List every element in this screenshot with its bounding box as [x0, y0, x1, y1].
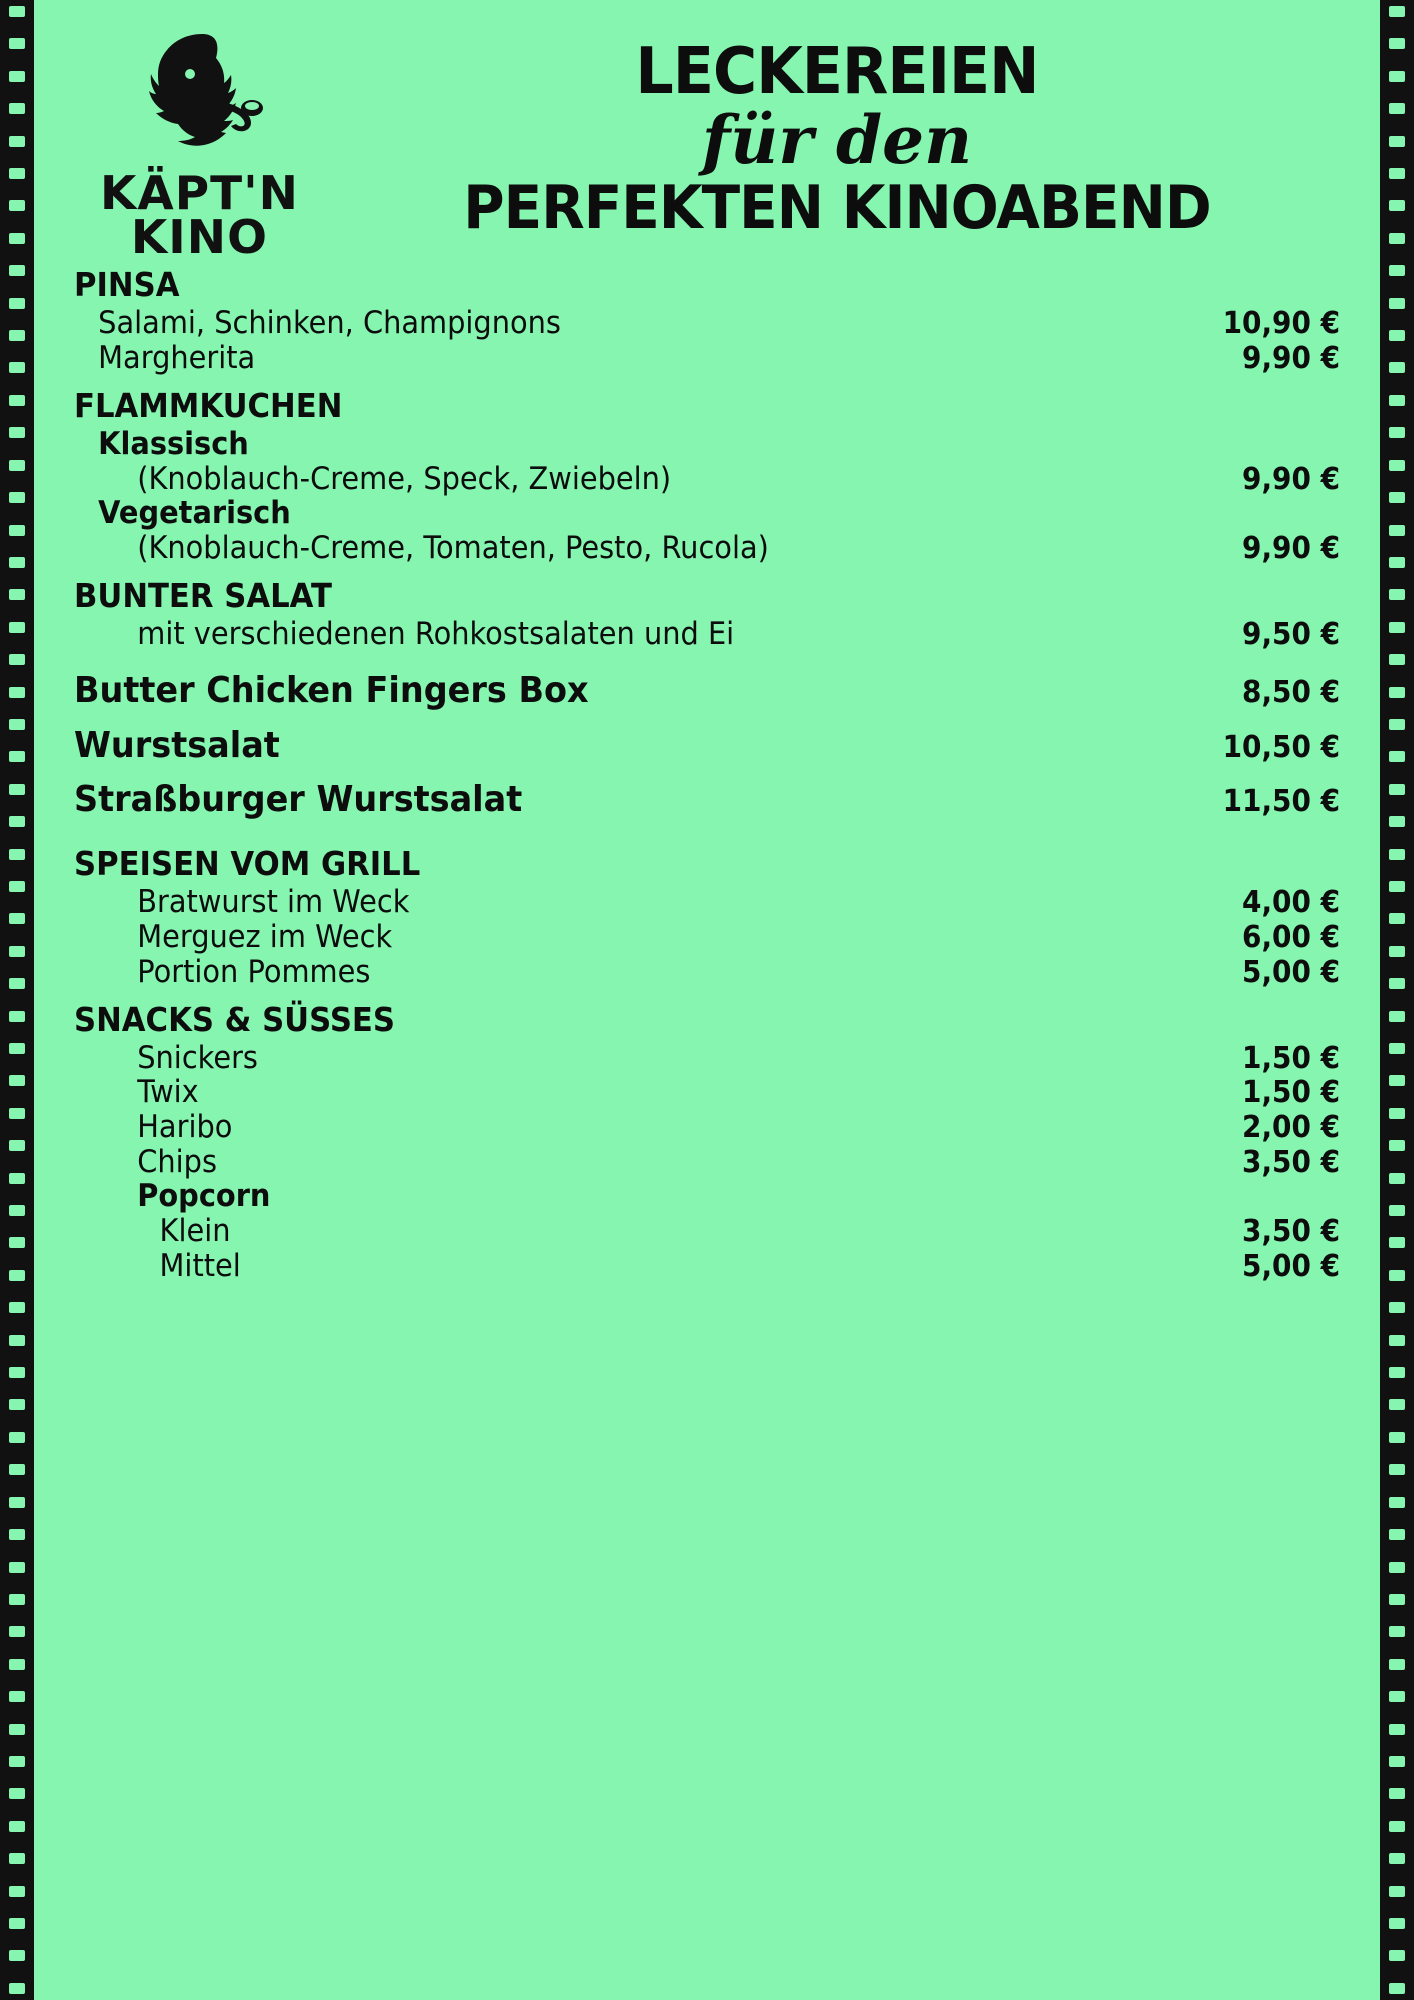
film-perforation [9, 1724, 25, 1735]
film-perforation [9, 687, 25, 698]
poster-content [34, 0, 1380, 2000]
page-title [334, 22, 1340, 243]
film-perforation [1389, 1918, 1405, 1929]
menu-item-price: 3,50 € [1242, 1214, 1340, 1250]
menu-item-row [74, 955, 1340, 990]
brand-name-line1: KÄPT'N [99, 166, 299, 220]
film-perforation [1389, 1853, 1405, 1864]
menu-item-row [74, 1075, 1340, 1110]
brand-name-line2: KINO [130, 209, 268, 264]
film-perforation [9, 1659, 25, 1670]
film-perforation [1389, 136, 1405, 147]
film-perforation [1389, 1140, 1405, 1151]
menu-item-row [74, 306, 1340, 341]
film-perforation [9, 1108, 25, 1119]
film-perforation [1389, 427, 1405, 438]
film-perforation [1389, 233, 1405, 244]
film-perforation [9, 1302, 25, 1313]
menu-item-price: 5,00 € [1242, 954, 1340, 990]
film-perforation [1389, 265, 1405, 276]
menu-item-row [74, 671, 1340, 711]
filmstrip-left [0, 0, 34, 2000]
menu-item-name-stra-burger-wurstsalat: Straßburger Wurstsalat [74, 779, 523, 821]
film-perforation [1389, 38, 1405, 49]
film-perforation [1389, 719, 1405, 730]
film-perforation [9, 1367, 25, 1378]
film-perforation [9, 1011, 25, 1022]
film-perforation [1389, 1756, 1405, 1767]
menu-item-name-chips: Chips [137, 1143, 217, 1180]
film-perforation [1389, 557, 1405, 568]
menu-item-name-merguez-im-weck: Merguez im Weck [137, 919, 393, 956]
film-perforation [1389, 1594, 1405, 1605]
film-perforation [9, 978, 25, 989]
menu-item-row [74, 726, 1340, 766]
film-perforation [1389, 881, 1405, 892]
menu-section-snacks-s-sses [74, 1000, 1340, 1284]
film-perforation [9, 1205, 25, 1216]
menu-section-bunter-salat [74, 576, 1340, 652]
film-perforation [9, 233, 25, 244]
menu-item-row [74, 531, 1340, 566]
film-perforation [1389, 1205, 1405, 1216]
film-perforation [1389, 1788, 1405, 1799]
film-perforation [9, 136, 25, 147]
menu-item-price: 9,90 € [1242, 461, 1340, 497]
menu-item-name-bratwurst-im-weck: Bratwurst im Weck [137, 884, 410, 921]
menu-item-name-mit-verschiedenen-rohkostsalaten-und-ei: mit verschiedenen Rohkostsalaten und Ei [137, 615, 735, 652]
film-perforation [9, 200, 25, 211]
menu-item-price: 11,50 € [1222, 784, 1340, 820]
film-perforation [9, 881, 25, 892]
film-perforation [1389, 1335, 1405, 1346]
film-perforation [9, 1173, 25, 1184]
menu-item-price: 1,50 € [1242, 1075, 1340, 1111]
menu-item-row [74, 462, 1340, 497]
menu-item-name-salami-schinken-champignons: Salami, Schinken, Champignons [98, 305, 561, 342]
film-perforation [9, 751, 25, 762]
menu-item-name-margherita: Margherita [98, 340, 256, 377]
menu-item-price: 8,50 € [1242, 675, 1340, 711]
menu-item-row [74, 1110, 1340, 1145]
menu-item-price: 3,50 € [1242, 1144, 1340, 1180]
menu-item-name-portion-pommes: Portion Pommes [137, 953, 371, 990]
brand-logo [74, 22, 324, 264]
film-perforation [9, 1562, 25, 1573]
menu-item-row [74, 427, 1340, 462]
film-perforation [1389, 1399, 1405, 1410]
film-perforation [1389, 1821, 1405, 1832]
menu-item-price: 9,90 € [1242, 530, 1340, 566]
film-perforation [9, 913, 25, 924]
poster-header [74, 22, 1340, 264]
menu-item-name-twix: Twix [137, 1074, 199, 1111]
menu-item-price: 2,00 € [1242, 1109, 1340, 1145]
menu-item-row [74, 496, 1340, 531]
film-perforation [9, 6, 25, 17]
film-perforation [9, 1237, 25, 1248]
film-perforation [9, 1464, 25, 1475]
film-perforation [9, 719, 25, 730]
film-perforation [1389, 168, 1405, 179]
film-perforation [9, 946, 25, 957]
film-perforation [1389, 784, 1405, 795]
film-perforation [9, 1691, 25, 1702]
menu-section-title: BUNTER SALAT [74, 575, 332, 615]
filmstrip-right [1380, 0, 1414, 2000]
menu-item-name-vegetarisch: Vegetarisch [98, 495, 291, 532]
film-perforation [1389, 330, 1405, 341]
menu-item-name-knoblauch-creme-speck-zwiebeln: (Knoblauch-Creme, Speck, Zwiebeln) [137, 460, 672, 497]
film-perforation [9, 103, 25, 114]
film-perforation [1389, 1432, 1405, 1443]
title-line-1: LECKEREIEN [635, 35, 1039, 109]
menu-section-title: SPEISEN VOM GRILL [74, 844, 421, 884]
film-perforation [1389, 687, 1405, 698]
film-perforation [1389, 1724, 1405, 1735]
menu-item-price: 10,90 € [1222, 306, 1340, 342]
menu-item-price: 1,50 € [1242, 1040, 1340, 1076]
film-perforation [1389, 589, 1405, 600]
film-perforation [9, 525, 25, 536]
film-perforation [9, 265, 25, 276]
menu-item-row [74, 885, 1340, 920]
film-perforation [1389, 1075, 1405, 1086]
captain-pipe-face-icon [124, 30, 274, 170]
menu-item-row [74, 1214, 1340, 1249]
film-perforation [1389, 362, 1405, 373]
menu-item-name-snickers: Snickers [137, 1039, 258, 1076]
title-line-2: für den [701, 101, 973, 180]
film-perforation [1389, 200, 1405, 211]
film-perforation [9, 849, 25, 860]
menu-item-row [74, 1179, 1340, 1214]
film-perforation [1389, 816, 1405, 827]
film-perforation [9, 557, 25, 568]
menu-item-price: 9,50 € [1242, 616, 1340, 652]
film-perforation [1389, 1173, 1405, 1184]
menu-section-title: FLAMMKUCHEN [74, 385, 343, 425]
menu-section-title: PINSA [74, 265, 180, 305]
menu-section-flammkuchen [74, 386, 1340, 566]
film-perforation [9, 38, 25, 49]
film-perforation [1389, 622, 1405, 633]
menu-item-price: 9,90 € [1242, 341, 1340, 377]
film-perforation [1389, 978, 1405, 989]
film-perforation [1389, 1237, 1405, 1248]
film-perforation [1389, 103, 1405, 114]
menu-item-price: 6,00 € [1242, 920, 1340, 956]
film-perforation [1389, 1108, 1405, 1119]
menu-item-name-klassisch: Klassisch [98, 425, 249, 462]
menu-item-name-klein: Klein [159, 1213, 231, 1250]
film-perforation [9, 1886, 25, 1897]
film-perforation [1389, 1497, 1405, 1508]
menu-section-title: SNACKS & SÜSSES [74, 999, 396, 1039]
film-perforation [9, 362, 25, 373]
film-perforation [9, 1497, 25, 1508]
film-perforation [1389, 298, 1405, 309]
menu-item-name-knoblauch-creme-tomaten-pesto-rucola: (Knoblauch-Creme, Tomaten, Pesto, Rucola) [137, 529, 769, 566]
menu-item-row [74, 920, 1340, 955]
film-perforation [9, 1335, 25, 1346]
film-perforation [1389, 1529, 1405, 1540]
film-perforation [9, 395, 25, 406]
film-perforation [1389, 654, 1405, 665]
film-perforation [9, 1043, 25, 1054]
menu-item-name-mittel: Mittel [159, 1247, 241, 1284]
menu-section-pinsa [74, 265, 1340, 375]
menu-item-name-haribo: Haribo [137, 1108, 233, 1145]
film-perforation [1389, 1367, 1405, 1378]
film-perforation [9, 589, 25, 600]
spacer [74, 834, 1340, 844]
film-perforation [9, 654, 25, 665]
film-perforation [1389, 1983, 1405, 1994]
menu-list [74, 265, 1340, 1283]
film-perforation [1389, 492, 1405, 503]
menu-item-price: 5,00 € [1242, 1248, 1340, 1284]
film-perforation [9, 784, 25, 795]
menu-item-row [74, 780, 1340, 820]
menu-item-name-wurstsalat: Wurstsalat [74, 724, 280, 766]
film-perforation [9, 427, 25, 438]
menu-item-price: 4,00 € [1242, 885, 1340, 921]
menu-item-row [74, 1041, 1340, 1076]
film-perforation [1389, 1691, 1405, 1702]
film-perforation [9, 622, 25, 633]
film-perforation [9, 1432, 25, 1443]
title-line-3: PERFEKTEN KINOABEND [463, 172, 1211, 243]
film-perforation [9, 1594, 25, 1605]
film-perforation [9, 1950, 25, 1961]
film-perforation [9, 1075, 25, 1086]
film-perforation [9, 1788, 25, 1799]
film-perforation [9, 1140, 25, 1151]
film-perforation [9, 492, 25, 503]
film-perforation [1389, 1270, 1405, 1281]
menu-item-price: 10,50 € [1222, 729, 1340, 765]
film-perforation [9, 816, 25, 827]
film-perforation [9, 1529, 25, 1540]
film-perforation [1389, 525, 1405, 536]
film-perforation [9, 71, 25, 82]
film-perforation [1389, 1886, 1405, 1897]
film-perforation [1389, 946, 1405, 957]
film-perforation [9, 1918, 25, 1929]
film-perforation [9, 1821, 25, 1832]
menu-item-row [74, 1249, 1340, 1284]
film-perforation [1389, 6, 1405, 17]
film-perforation [1389, 913, 1405, 924]
brand-name [99, 166, 299, 264]
film-perforation [9, 1399, 25, 1410]
menu-section-speisen-vom-grill [74, 844, 1340, 989]
film-perforation [1389, 1626, 1405, 1637]
film-perforation [9, 460, 25, 471]
film-perforation [1389, 751, 1405, 762]
film-perforation [9, 1756, 25, 1767]
film-perforation [1389, 395, 1405, 406]
film-perforation [1389, 460, 1405, 471]
film-perforation [1389, 71, 1405, 82]
film-perforation [9, 1853, 25, 1864]
menu-item-name-butter-chicken-fingers-box: Butter Chicken Fingers Box [74, 670, 589, 712]
film-perforation [1389, 1043, 1405, 1054]
film-perforation [9, 1270, 25, 1281]
film-perforation [1389, 1562, 1405, 1573]
film-perforation [1389, 1464, 1405, 1475]
film-perforation [9, 168, 25, 179]
film-perforation [1389, 849, 1405, 860]
menu-item-row [74, 1145, 1340, 1180]
film-perforation [9, 1626, 25, 1637]
menu-item-row [74, 617, 1340, 652]
film-perforation [1389, 1011, 1405, 1022]
menu-item-row [74, 341, 1340, 376]
film-perforation [9, 298, 25, 309]
film-perforation [1389, 1950, 1405, 1961]
film-perforation [9, 1983, 25, 1994]
film-perforation [9, 330, 25, 341]
menu-item-name-popcorn: Popcorn [137, 1178, 271, 1215]
film-perforation [1389, 1659, 1405, 1670]
film-perforation [1389, 1302, 1405, 1313]
